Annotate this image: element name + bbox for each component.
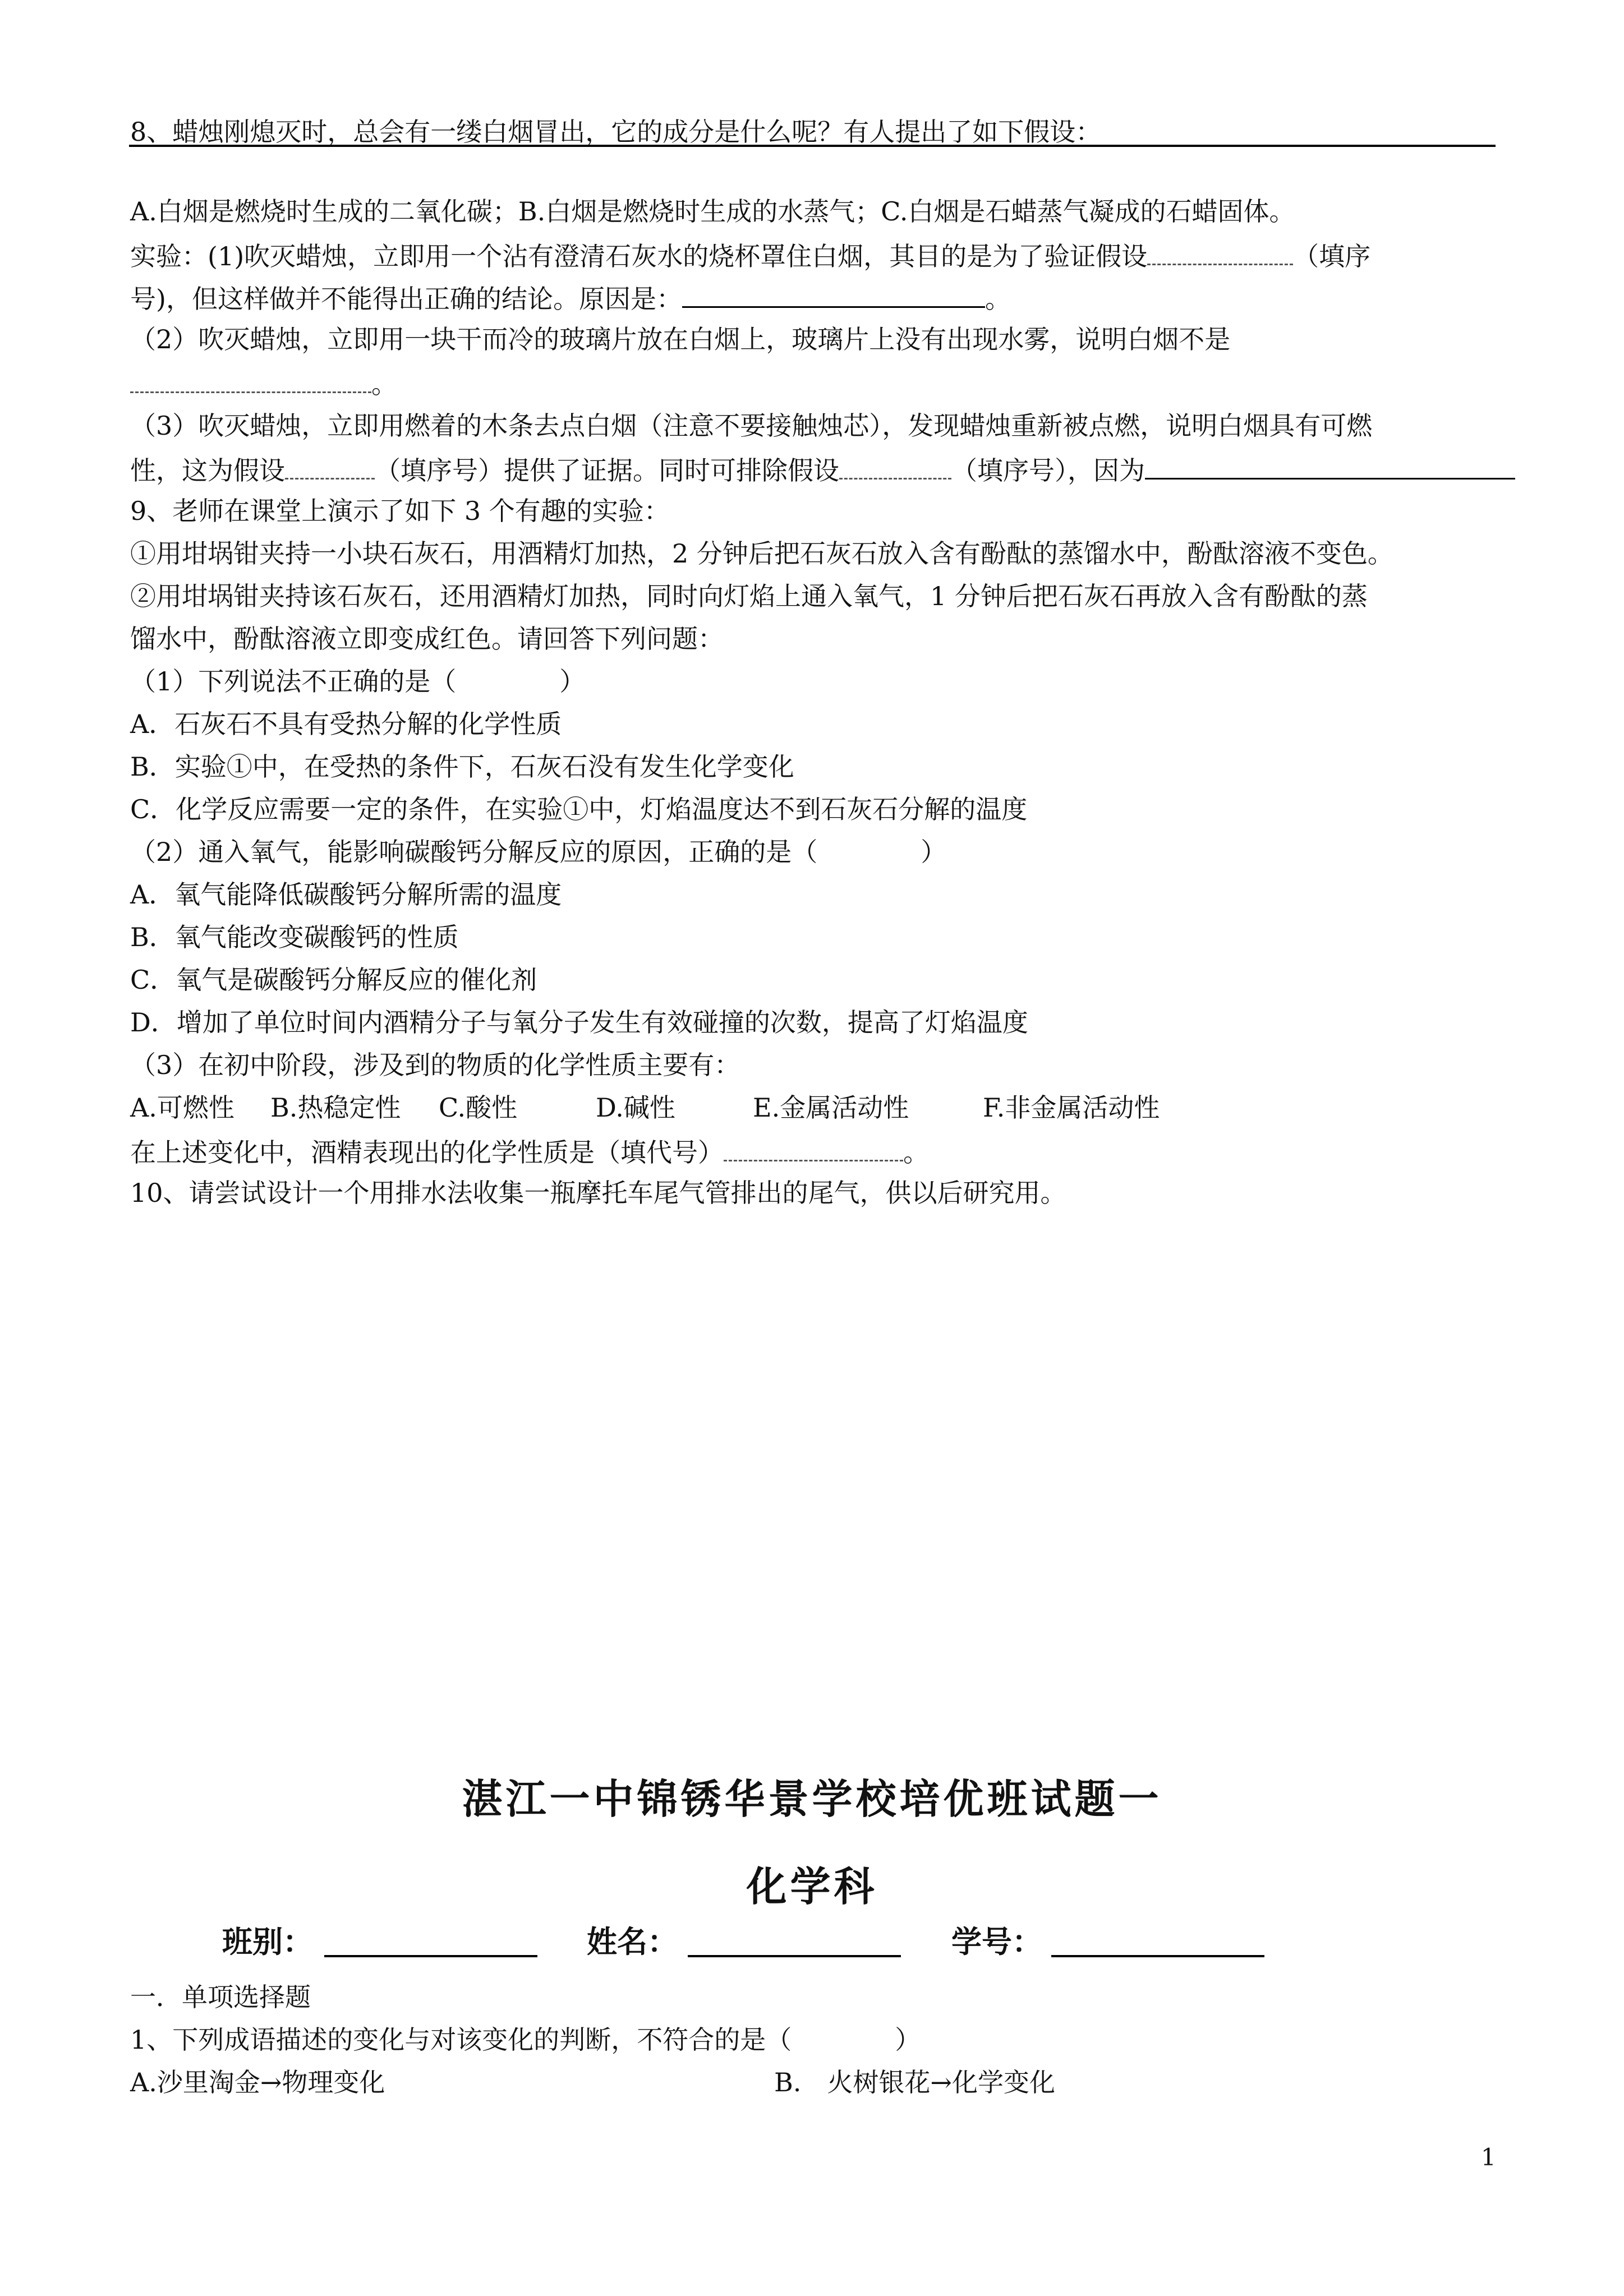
q9-opt-e: E.金属活动性 (753, 1092, 909, 1123)
q9-sub3-end: 。 (903, 1137, 929, 1168)
q8-reason-end: 。 (984, 284, 1011, 314)
q9-sub3-answer-text: 在上述变化中，酒精表现出的化学性质是（填代号） (130, 1137, 724, 1168)
q9-opt-c: C.酸性 (439, 1092, 518, 1123)
name-label: 姓名： (587, 1924, 678, 1960)
q9-experiment-2-cont: 馏水中，酚酞溶液立即变成红色。请回答下列问题： (130, 624, 724, 654)
q9-sub2-option-c: C．氧气是碳酸钙分解反应的催化剂 (130, 965, 537, 995)
q8-experiment-1-tail: （填序 (1293, 241, 1371, 271)
class-label: 班别： (222, 1924, 313, 1960)
q8-exp3-text-a: 性，这为假设 (130, 455, 285, 486)
q9-sub1-option-c: C．化学反应需要一定的条件，在实验①中，灯焰温度达不到石灰石分解的温度 (130, 794, 1028, 824)
q8-experiment-3-blanks (130, 455, 1515, 486)
q9-sub1-option-a: A．石灰石不具有受热分解的化学性质 (130, 709, 562, 739)
q9-sub1-stem: （1）下列说法不正确的是（ ） (130, 666, 586, 697)
q8-experiment-2-blank-line (130, 369, 397, 397)
id-field[interactable] (1051, 1955, 1264, 1957)
q9-opt-f: F.非金属活动性 (983, 1092, 1160, 1123)
q9-sub1-option-b: B．实验①中，在受热的条件下，石灰石没有发生化学变化 (130, 751, 794, 782)
q9-sub2-option-b: B．氧气能改变碳酸钙的性质 (130, 922, 459, 952)
q9-sub2-stem: （2）通入氧气，能影响碳酸钙分解反应的原因，正确的是（ ） (130, 837, 947, 867)
q9-sub3-answer-line (130, 1137, 929, 1168)
name-field[interactable] (688, 1955, 901, 1957)
q8-reason-text: 号)，但这样做并不能得出正确的结论。原因是： (130, 284, 682, 314)
q8-experiment-1-text: 实验：(1)吹灭蜡烛，立即用一个沾有澄清石灰水的烧杯罩住白烟，其目的是为了验证假设 (130, 241, 1148, 271)
q9-sub2-option-d: D．增加了单位时间内酒精分子与氧分子发生有效碰撞的次数，提高了灯焰温度 (130, 1007, 1028, 1038)
subject-title: 化学科 (746, 1863, 878, 1910)
q8-blank-reason[interactable] (682, 284, 985, 308)
q9-opt-a: A.可燃性 (130, 1092, 234, 1123)
q8-blank-hypothesis-2[interactable] (285, 455, 375, 480)
q9-sub3-options (130, 1092, 1160, 1123)
q8-blank-because[interactable] (1145, 455, 1515, 480)
q9-experiment-2: ②用坩埚钳夹持该石灰石，还用酒精灯加热，同时向灯焰上通入氧气，1 分钟后把石灰石再放入含有酚酞的蒸 (130, 581, 1368, 611)
q9-blank-property[interactable] (724, 1137, 903, 1161)
q8-blank-not[interactable] (130, 369, 371, 393)
q10-stem: 10、请尝试设计一个用排水法收集一瓶摩托车尾气管排出的尾气，供以后研究用。 (130, 1178, 1066, 1208)
q1-stem: 1、下列成语描述的变化与对该变化的判断，不符合的是（ ） (130, 2025, 921, 2055)
q9-opt-b: B.热稳定性 (270, 1092, 401, 1123)
q8-hypotheses: A.白烟是燃烧时生成的二氧化碳；B.白烟是燃烧时生成的水蒸气；C.白烟是石蜡蒸气凝成的石蜡固体。 (130, 196, 1295, 227)
q8-exp3-text-c: （填序号），因为 (951, 455, 1145, 486)
q8-exp3-text-b: （填序号）提供了证据。同时可排除假设 (375, 455, 839, 486)
q8-blank-hypothesis-3[interactable] (839, 455, 951, 480)
class-field[interactable] (324, 1955, 537, 1957)
q9-stem: 9、老师在课堂上演示了如下 3 个有趣的实验： (130, 496, 670, 526)
q9-sub3-stem: （3）在初中阶段，涉及到的物质的化学性质主要有： (130, 1050, 740, 1080)
q8-experiment-1 (130, 241, 1370, 269)
q8-reason-line (130, 284, 1011, 312)
q9-sub2-option-a: A．氧气能降低碳酸钙分解所需的温度 (130, 879, 562, 910)
q8-experiment-2-end: 。 (371, 369, 397, 399)
q9-opt-d: D.碱性 (596, 1092, 675, 1123)
q1-option-b: B. 火树银花→化学变化 (774, 2067, 1055, 2097)
section-heading: 一．单项选择题 (130, 1982, 311, 2012)
id-label: 学号： (951, 1924, 1042, 1960)
q8-line-1: 8、蜡烛刚熄灭时，总会有一缕白烟冒出，它的成分是什么呢？有人提出了如下假设： (130, 117, 1102, 147)
school-title: 湛江一中锦锈华景学校培优班试题一 (462, 1776, 1162, 1823)
q9-experiment-1: ①用坩埚钳夹持一小块石灰石，用酒精灯加热，2 分钟后把石灰石放入含有酚酞的蒸馏水中，酚酞溶液不变色。 (130, 538, 1393, 569)
q8-blank-hypothesis-1[interactable] (1147, 241, 1293, 265)
page-number: 1 (1481, 2143, 1496, 2171)
q1-options (130, 2069, 1055, 2095)
q1-option-a: A.沙里淘金→物理变化 (130, 2067, 385, 2097)
q8-experiment-3: （3）吹灭蜡烛，立即用燃着的木条去点白烟（注意不要接触烛芯），发现蜡烛重新被点燃，说明白烟具有可燃 (130, 411, 1373, 441)
q8-experiment-2: （2）吹灭蜡烛，立即用一块干而冷的玻璃片放在白烟上，玻璃片上没有出现水雾，说明白烟不是 (130, 324, 1231, 354)
